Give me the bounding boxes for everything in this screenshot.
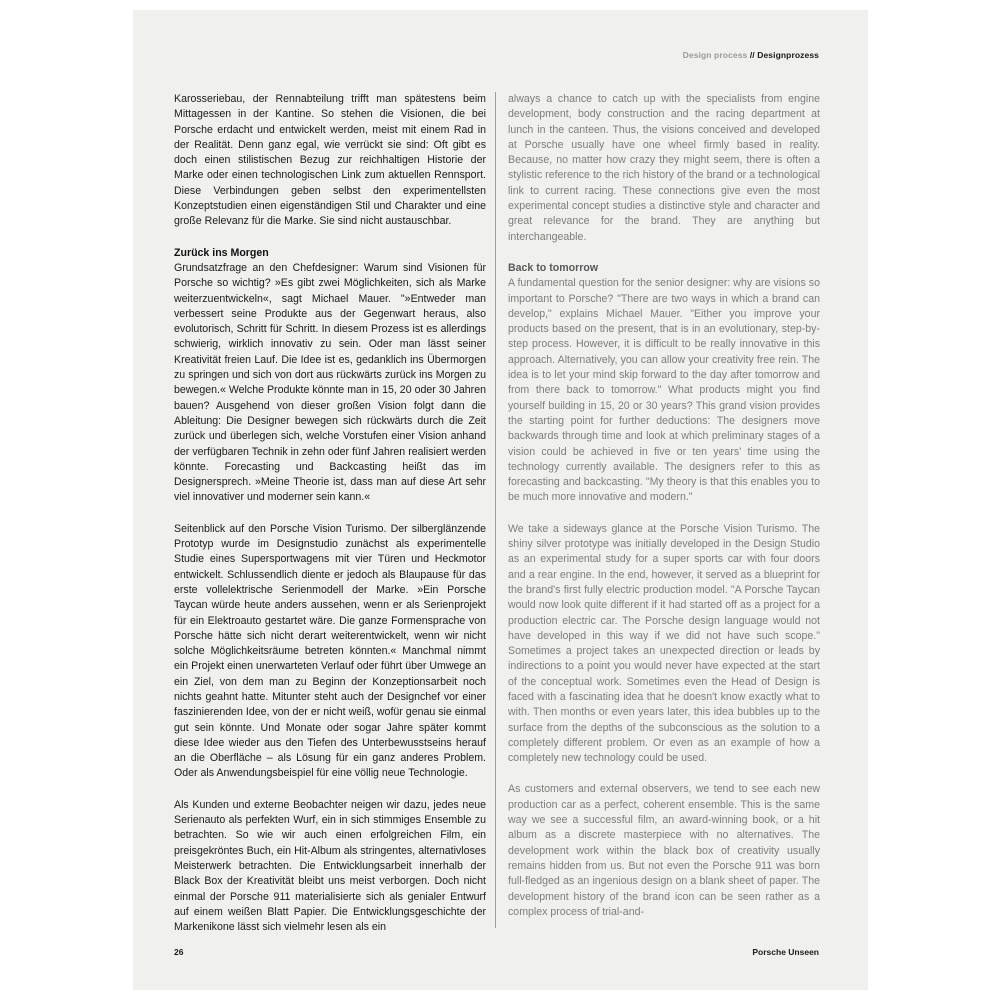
- english-paragraph-1: always a chance to catch up with the specialists from engine development, body construction and the racing department at lunch in the canteen. Thus, the visions conceived and developed at Porsche usually have one wheel firmly based in reality. Because, no matter how crazy they might seem, there is often a stylistic reference to the rich history of the brand or a technological link to current racing. These connections give even the most experimental concept studies a distinctive style and character and great relevance for the brand. They are anything but interchangeable.: [508, 93, 820, 243]
- section-separator: //: [749, 50, 755, 60]
- english-column: [508, 92, 820, 927]
- english-paragraph-3: We take a sideways glance at the Porsche Vision Turismo. The shiny silver prototype was initially developed in the Design Studio as an experimental study for a super sports car with four doors and a rear engine. In the end, however, it served as a blueprint for the brand's first fully electric production model. "A Porsche Taycan would now look quite different if it had started off as a project for a production electric car. The Porsche design language would not have developed in this way if we did not have such scope." Sometimes a project takes an unexpected direction or leads by indirections to a point you would never have expected at the start of the conceptual work. Sometimes even the Head of Design is faced with a fascinating idea that he doesn't know exactly what to with. Then months or even years later, this idea bubbles up to the surface from the depths of the subconscious as the solution to a completely different problem. Or even as an example of how a completely new technology could be used.: [508, 522, 820, 765]
- section-title-en: Design process: [682, 50, 748, 60]
- german-subheading: Zurück ins Morgen: [174, 246, 269, 259]
- column-divider: [495, 92, 496, 928]
- german-paragraph-3: Seitenblick auf den Porsche Vision Turismo. Der silberglänzende Prototyp wurde im Designstudio zunächst als experimentelle Studie eines Supersportwagens mit vier Türen und Heckmotor entwickelt. Schlussendlich diente er jedoch als Blaupause für das erste vollelektrische Serienmodell der Marke. »Ein Porsche Taycan würde heute anders aussehen, wenn er als Serienprojekt für ein Elektroauto gestartet wäre. Die ganze Formensprache von Porsche hätte sich nicht derart weiterentwickelt, wenn wir nicht solche Möglichkeitsräume betreten könnten.« Manchmal nimmt ein Projekt einen unerwarteten Verlauf oder führt über Umwege an ein Ziel, von dem man zu Beginn der Konzeptionsarbeit noch nichts geahnt hatte. Mitunter steht auch der Designchef vor einer faszinierenden Idee, von der er nicht weiß, wofür genau sie einmal gut sein könnte. Und Monate oder sogar Jahre später kommt diese Idee wieder aus den Tiefen des Unterbewusstseins herauf an die Oberfläche – als Lösung für ein ganz anderes Problem. Oder als Anwendungsbeispiel für eine völlig neue Technologie.: [174, 522, 486, 780]
- english-subheading: Back to tomorrow: [508, 261, 599, 274]
- publication-name: Porsche Unseen: [752, 947, 819, 957]
- magazine-page: [133, 10, 868, 990]
- page-number: 26: [174, 947, 184, 957]
- german-column: [174, 92, 486, 934]
- german-paragraph-1: Karosseriebau, der Rennabteilung trifft man spätestens beim Mittagessen in der Kantine. So stehen die Visionen, die bei Porsche erdacht und entwickelt werden, meist mit einem Rad in der Realität. Denn ganz egal, wie verrückt sie sind: Oft gibt es doch einen stilistischen Bezug zur reichhaltigen Historie der Marke oder einen technologischen Link zum aktuellen Rennsport. Diese Verbindungen geben selbst den experimentellsten Konzeptstudien einen eigenständigen Stil und Charakter und eine große Relevanz für die Marke. Sie sind nicht austauschbar.: [174, 93, 486, 228]
- english-paragraph-4: As customers and external observers, we tend to see each new production car as a perfect, coherent ensemble. This is the same way we see a successful film, an award-winning book, or a hit album as a discrete masterpiece with no alternatives. The development work within the black box of creativity usually remains hidden from us. But not even the Porsche 911 was born full-fledged as an ingenious design on a blank sheet of paper. The development history of the brand icon can be seen rather as a complex process of trial-and-: [508, 783, 820, 918]
- running-header: [683, 50, 819, 60]
- german-paragraph-2: Grundsatzfrage an den Chefdesigner: Warum sind Visionen für Porsche so wichtig? »Es gibt zwei Möglichkeiten, sich als Marke weiterzuentwickeln«, sagt Michael Mauer. "»Entweder man verbessert seine Produkte aus der Gegenwart heraus, also evolutorisch, Schritt für Schritt. In diesem Prozess ist es allerdings schwierig, wirklich innovativ zu sein. Oder man lässt seiner Kreativität freien Lauf. Die Idee ist es, gedanklich ins Übermorgen zu springen und sich von dort aus rückwärts zurück ins Morgen zu bewegen.« Welche Produkte könnte man in 15, 20 oder 30 Jahren bauen? Ausgehend von dieser großen Vision folgt dann die Ableitung: Die Designer bewegen sich rückwärts durch die Zeit zurück und überlegen sich, welche Vorstufen einer Vision anhand der verfügbaren Technik in zehn oder fünf Jahren realisiert werden könnte. Forecasting und Backcasting heißt das im Designersprech. »Meine Theorie ist, dass man auf diese Art sehr viel innovativer und moderner sein kann.«: [174, 261, 486, 504]
- german-paragraph-4: Als Kunden und externe Beobachter neigen wir dazu, jedes neue Serienauto als perfekten Wurf, ein in sich stimmiges Ensemble zu betrachten. So wie wir auch einen erfolgreichen Film, ein preisgekröntes Buch, ein Hit-Album als stringentes, alternativloses Meisterwerk betrachten. Die Entwicklungsarbeit innerhalb der Black Box der Kreativität bleibt uns meist verborgen. Doch nicht einmal der Porsche 911 materialisierte sich als genialer Entwurf auf einem weißen Blatt Papier. Die Entwicklungsgeschichte der Markenikone lässt sich vielmehr lesen als ein: [174, 798, 486, 934]
- english-paragraph-2: A fundamental question for the senior designer: why are visions so important to Porsche? "There are two ways in which a brand can develop," explains Michael Mauer. "Either you improve your products based on the present, that is in an evolutionary, step-by-step process. However, it is difficult to be really innovative in this approach. Alternatively, you can allow your creativity free rein. The idea is to let your mind skip forward to the day after tomorrow and from there back to tomorrow." What products might you find yourself building in 15, 20 or 30 years? This grand vision provides the starting point for further deductions: The designers move backwards through time and look at which preliminary stages of a vision could be achieved in five or ten years' time using the technology currently available. The designers refer to this as forecasting and backcasting. "My theory is that this enables you to be much more innovative and modern.": [508, 277, 820, 504]
- section-title-de: Designprozess: [757, 50, 819, 60]
